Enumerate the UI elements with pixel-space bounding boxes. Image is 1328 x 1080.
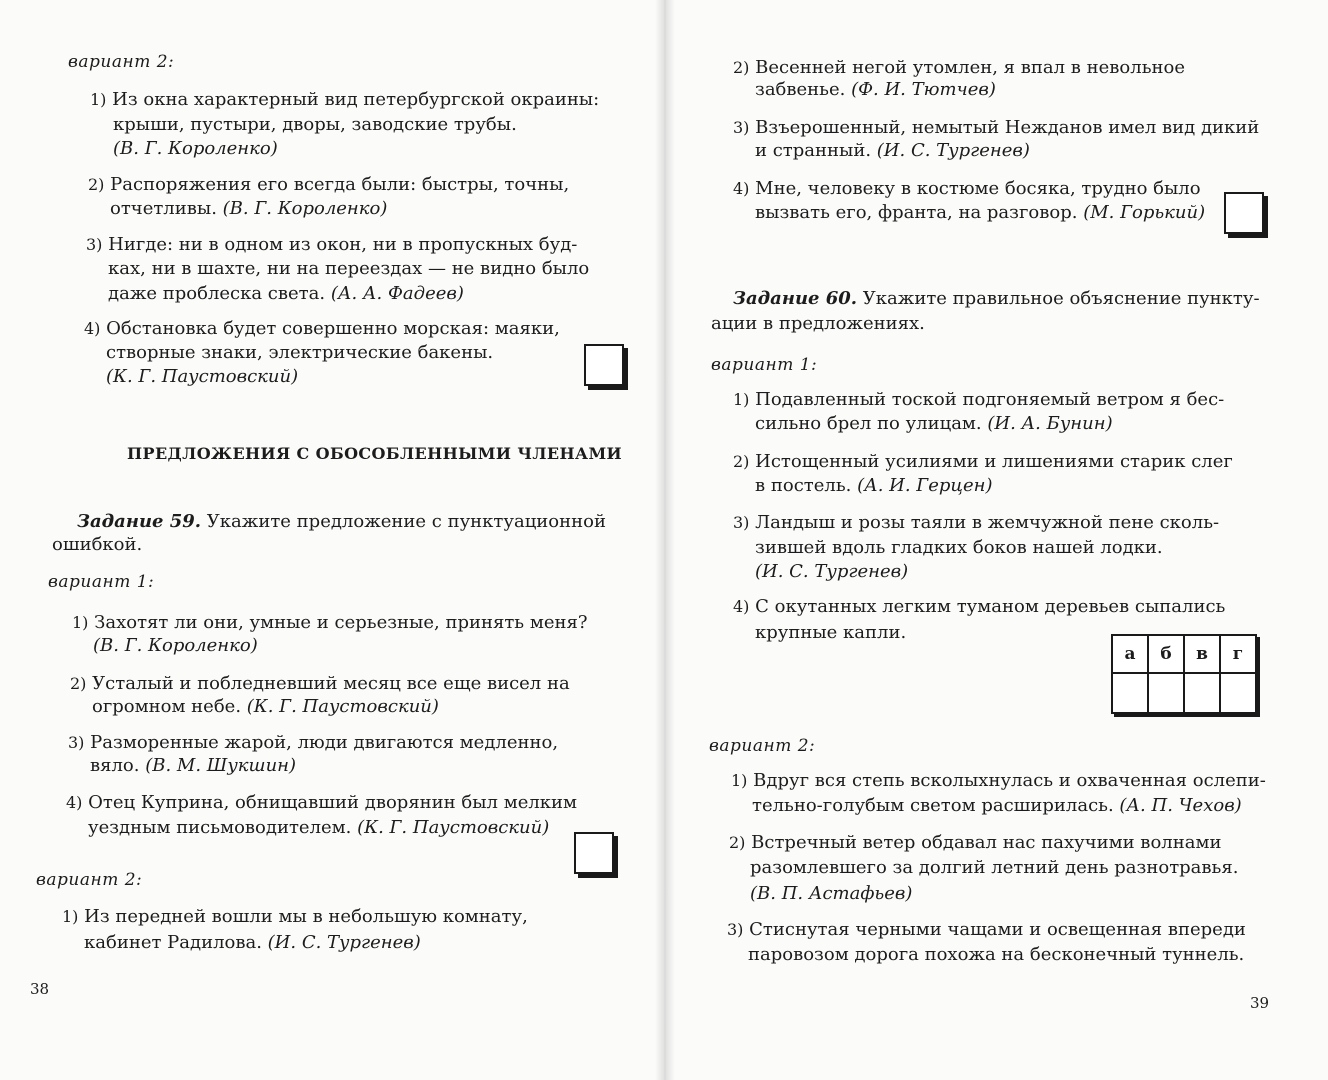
item-line: паровозом дорога похожа на бесконечный туннель. xyxy=(748,944,1245,965)
answer-table xyxy=(1111,634,1257,714)
item-author: (В. П. Астафьев) xyxy=(750,883,913,904)
answer-cell-v[interactable] xyxy=(1184,673,1220,713)
list-item: 2) Истощенный усилиями и лишениями старик слег xyxy=(733,451,1233,472)
answer-box[interactable] xyxy=(574,832,614,874)
answer-header-a: а xyxy=(1112,635,1148,673)
item-line: уездным письмоводителем. (К. Г. Паустовский) xyxy=(88,817,550,838)
item-line: и странный. (И. С. Тургенев) xyxy=(755,140,1030,161)
item-author: (В. Г. Короленко) xyxy=(113,138,278,159)
item-line: зившей вдоль гладких боков нашей лодки. xyxy=(755,537,1163,558)
list-item: 3) Ландыш и розы таяли в жемчужной пене сколь- xyxy=(733,512,1220,533)
list-item: 1) Подавленный тоской подгоняемый ветром я бес- xyxy=(733,389,1225,410)
task-59-title: Задание 59. Укажите предложение с пунктуационной xyxy=(77,511,606,532)
answer-header-b: б xyxy=(1148,635,1184,673)
list-item: 1) Из передней вошли мы в небольшую комнату, xyxy=(62,906,528,927)
list-item: 2) Весенней негой утомлен, я впал в невольное xyxy=(733,57,1185,78)
item-line: ках, ни в шахте, ни на переездах — не видно было xyxy=(108,258,590,279)
list-item: 2) Встречный ветер обдавал нас пахучими волнами xyxy=(729,832,1222,853)
answer-cell-b[interactable] xyxy=(1148,673,1184,713)
item-author: (К. Г. Паустовский) xyxy=(106,366,299,387)
section-heading: ПРЕДЛОЖЕНИЯ С ОБОСОБЛЕННЫМИ ЧЛЕНАМИ xyxy=(127,444,623,463)
item-line: даже проблеска света. (А. А. Фадеев) xyxy=(108,283,464,304)
answer-box[interactable] xyxy=(584,344,624,386)
answer-cell-a[interactable] xyxy=(1112,673,1148,713)
item-author: (И. С. Тургенев) xyxy=(755,561,909,582)
book-spine xyxy=(655,0,675,1080)
list-item: 4) С окутанных легким туманом деревьев сыпались xyxy=(733,596,1226,617)
variant-label: вариант 2: xyxy=(36,870,143,890)
item-author: (В. Г. Короленко) xyxy=(93,635,258,656)
page-number: 38 xyxy=(30,980,50,998)
item-line: створные знаки, электрические бакены. xyxy=(106,342,494,363)
item-line: в постель. (А. И. Герцен) xyxy=(755,475,993,496)
answer-header-v: в xyxy=(1184,635,1220,673)
variant-label: вариант 1: xyxy=(711,355,818,375)
answer-box[interactable] xyxy=(1224,192,1264,234)
list-item: 4) Отец Куприна, обнищавший дворянин был мелким xyxy=(66,792,578,813)
list-item: 4) Мне, человеку в костюме босяка, трудно было xyxy=(733,178,1201,199)
list-item: 2) Распоряжения его всегда были: быстры, точны, xyxy=(88,174,570,195)
list-item: 1) Из окна характерный вид петербургской окраины: xyxy=(90,89,600,110)
page-number: 39 xyxy=(1250,994,1270,1012)
item-line: вяло. (В. М. Шукшин) xyxy=(90,755,297,776)
item-line: тельно-голубым светом расширилась. (А. П. Чехов) xyxy=(752,795,1242,816)
item-line: вызвать его, франта, на разговор. (М. Горький) xyxy=(755,202,1206,223)
item-line: сильно брел по улицам. (И. А. Бунин) xyxy=(755,413,1113,434)
item-line: огромном небе. (К. Г. Паустовский) xyxy=(92,696,439,717)
task-60-title-cont: ации в предложениях. xyxy=(711,313,925,334)
list-item: 3) Нигде: ни в одном из окон, ни в пропускных буд- xyxy=(86,234,578,255)
variant-label: вариант 1: xyxy=(48,572,155,592)
list-item: 1) Захотят ли они, умные и серьезные, принять меня? xyxy=(72,612,588,633)
list-item: 3) Разморенные жарой, люди двигаются медленно, xyxy=(68,732,559,753)
list-item: 4) Обстановка будет совершенно морская: маяки, xyxy=(84,318,560,339)
item-line: крупные капли. xyxy=(755,622,907,643)
item-line: кабинет Радилова. (И. С. Тургенев) xyxy=(84,932,421,953)
list-item: 1) Вдруг вся степь всколыхнулась и охваченная ослепи- xyxy=(731,770,1266,791)
item-line: разомлевшего за долгий летний день разнотравья. xyxy=(750,857,1239,878)
list-item: 3) Стиснутая черными чащами и освещенная впереди xyxy=(727,919,1246,940)
task-60-title: Задание 60. Укажите правильное объяснение пункту- xyxy=(733,288,1260,309)
variant-label: вариант 2: xyxy=(709,736,816,756)
list-item: 2) Усталый и побледневший месяц все еще висел на xyxy=(70,673,570,694)
answer-header-g: г xyxy=(1220,635,1256,673)
task-59-title-cont: ошибкой. xyxy=(52,534,143,555)
item-line: забвенье. (Ф. И. Тютчев) xyxy=(755,79,996,100)
item-line: отчетливы. (В. Г. Короленко) xyxy=(110,198,388,219)
answer-cell-g[interactable] xyxy=(1220,673,1256,713)
variant-label: вариант 2: xyxy=(68,52,175,72)
item-line: крыши, пустыри, дворы, заводские трубы. xyxy=(113,114,517,135)
list-item: 3) Взъерошенный, немытый Нежданов имел вид дикий xyxy=(733,117,1260,138)
